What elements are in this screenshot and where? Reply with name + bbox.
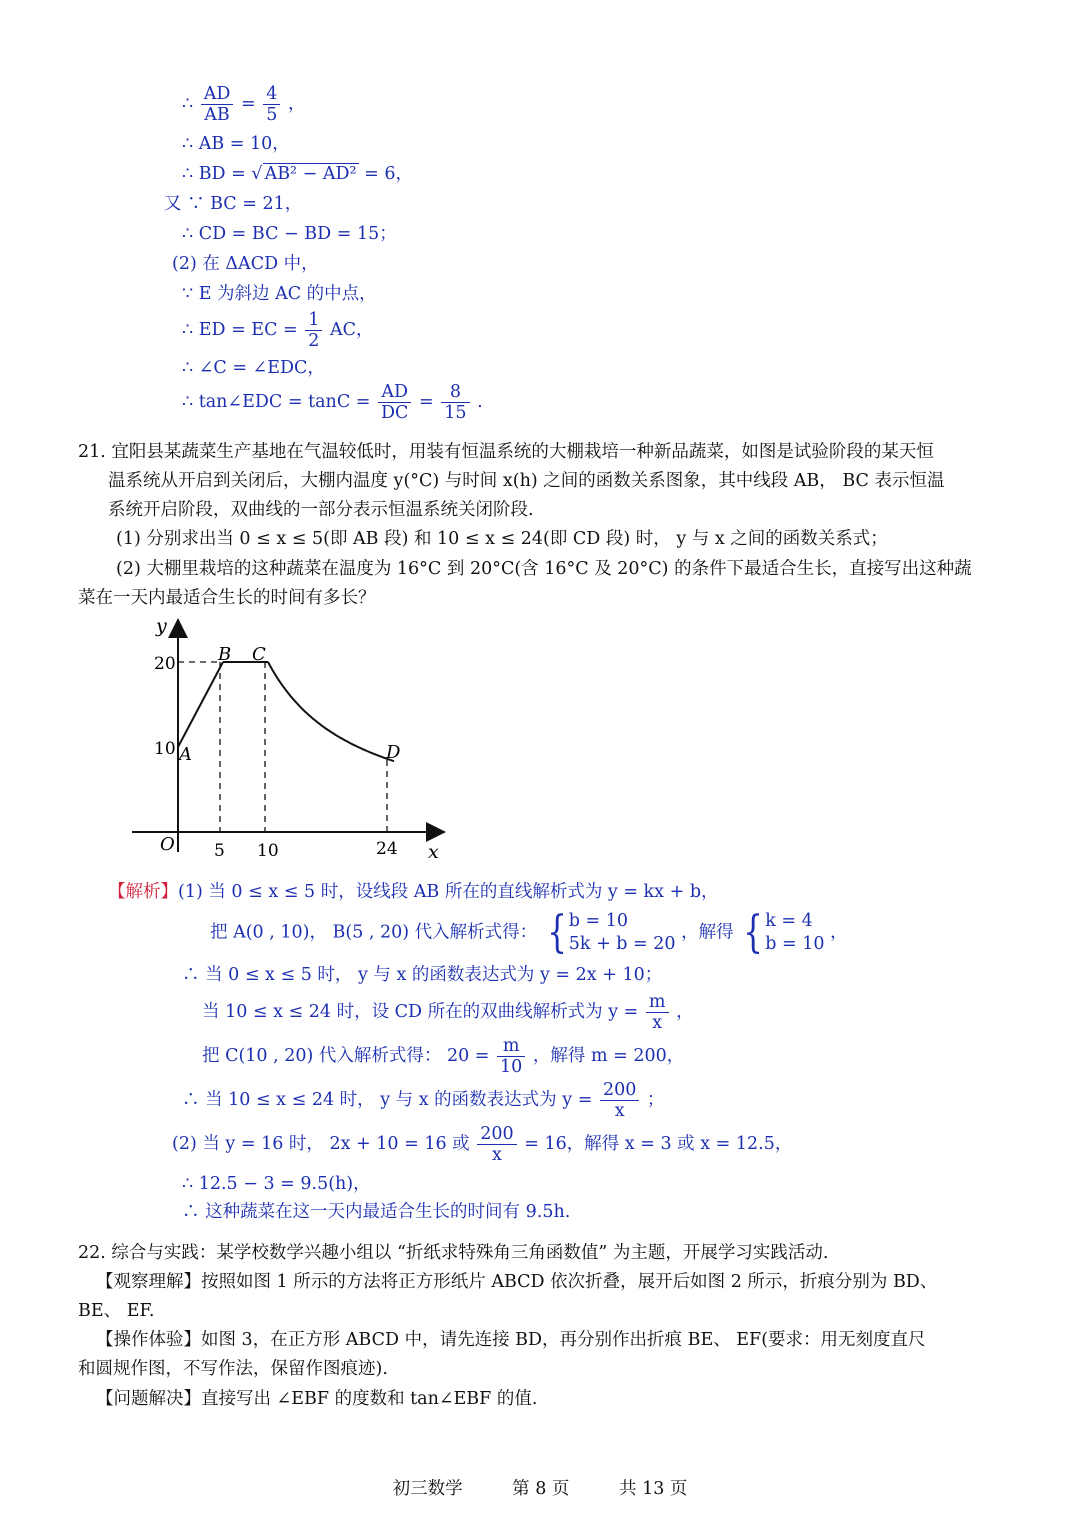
curve-cd bbox=[268, 662, 394, 761]
q22-line6: 【问题解决】直接写出 ∠EBF 的度数和 tan∠EBF 的值. bbox=[96, 1389, 538, 1409]
q21-stem-line1: 21. 宜阳县某蔬菜生产基地在气温较低时，用装有恒温系统的大棚栽培一种新品蔬菜，如图是试验阶段的某天恒 bbox=[78, 442, 934, 462]
sol21-line2: 把 A(0 , 10)， B(5 , 20) 代入解析式得： { b = 10 5k + b = 20 ，解得 { k = 4 b = 10 ， bbox=[210, 907, 848, 958]
point-d-label: D bbox=[386, 742, 401, 763]
footer-total: 共 13 页 bbox=[619, 1479, 688, 1499]
xtick-24: 24 bbox=[376, 839, 398, 859]
sol21-line6: ∴ 当 10 ≤ x ≤ 24 时， y 与 x 的函数表达式为 y = $\frac{200}{x}$ ； bbox=[182, 1080, 665, 1121]
sol20-line7: ∵ E 为斜边 AC 的中点， bbox=[182, 284, 377, 304]
origin-label: O bbox=[160, 834, 175, 855]
q21-stem-line2: 温系统从开启到关闭后，大棚内温度 y(°C) 与时间 x(h) 之间的函数关系图象，其中线段 AB， BC 表示恒温 bbox=[108, 471, 945, 491]
q22-line5: 和圆规作图，不写作法，保留作图痕迹). bbox=[78, 1359, 388, 1379]
q22-line4: 【操作体验】如图 3，在正方形 ABCD 中，请先连接 BD，再分别作出折痕 BE、 EF(要求：用无刻度直尺 bbox=[96, 1330, 926, 1350]
temperature-graph bbox=[130, 612, 470, 862]
q21-part1: (1) 分别求出当 0 ≤ x ≤ 5(即 AB 段) 和 10 ≤ x ≤ 24(即 CD 段) 时， y 与 x 之间的函数关系式； bbox=[116, 529, 888, 549]
sol21-line7: (2) 当 y = 16 时， 2x + 10 = 16 或 $\frac{200}{x}$ = 16，解得 x = 3 或 x = 12.5， bbox=[172, 1124, 793, 1165]
sol21-line4: 当 10 ≤ x ≤ 24 时，设 CD 所在的双曲线解析式为 y = $\frac{m}{x}$ ， bbox=[202, 992, 694, 1033]
ytick-10: 10 bbox=[154, 739, 176, 759]
q22-line3: BE、 EF. bbox=[78, 1301, 155, 1321]
sol20-line3: ∴ BD = √ AB² − AD² = 6， bbox=[182, 164, 414, 184]
page-footer bbox=[0, 1475, 1080, 1500]
q22-line1: 22. 综合与实践：某学校数学兴趣小组以 “折纸求特殊角三角函数值” 为主题，开展学习实践活动. bbox=[78, 1243, 829, 1263]
xtick-5: 5 bbox=[214, 841, 225, 861]
x-axis-label: x bbox=[428, 841, 439, 862]
footer-page: 第 8 页 bbox=[512, 1479, 570, 1499]
sol20-line1: ∴ $\frac{AD}{AB}$ = $\frac{4}{5}$ ， bbox=[182, 84, 306, 125]
q21-stem-line3: 系统开启阶段，双曲线的一部分表示恒温系统关闭阶段. bbox=[108, 500, 534, 520]
segment-ab bbox=[178, 662, 223, 747]
sol21-line8: ∴ 12.5 − 3 = 9.5(h)， bbox=[182, 1174, 371, 1194]
sol21-line5: 把 C(10 , 20) 代入解析式得： 20 = $\frac{m}{10}$ ，解得 m = 200， bbox=[202, 1036, 685, 1077]
sol20-line9: ∴ ∠C = ∠EDC， bbox=[182, 358, 325, 378]
sol21-line3: ∴ 当 0 ≤ x ≤ 5 时， y 与 x 的函数表达式为 y = 2x + 10； bbox=[182, 965, 663, 985]
q21-part2-line1: (2) 大棚里栽培的这种蔬菜在温度为 16°C 到 20°C(含 16°C 及 20°C) 的条件下最适合生长，直接写出这种蔬 bbox=[116, 559, 972, 579]
point-a-label: A bbox=[179, 744, 192, 765]
sol20-line10: ∴ tan∠EDC = tanC = $\frac{AD}{DC}$ = $\frac{8}{15}$ . bbox=[182, 382, 483, 423]
y-axis-label: y bbox=[156, 615, 167, 637]
point-c-label: C bbox=[252, 644, 266, 665]
sol20-line5: ∴ CD = BC − BD = 15； bbox=[182, 224, 397, 244]
footer-subject: 初三数学 bbox=[392, 1479, 463, 1499]
sol20-line6: (2) 在 ΔACD 中， bbox=[172, 254, 319, 274]
sol20-line4: 又 ∵ BC = 21， bbox=[164, 194, 303, 214]
sol20-line2: ∴ AB = 10， bbox=[182, 134, 290, 154]
q21-part2-line2: 菜在一天内最适合生长的时间有多长？ bbox=[78, 588, 376, 608]
point-b-label: B bbox=[218, 644, 232, 665]
analysis-tag: 【解析】 bbox=[108, 882, 178, 902]
q22-line2: 【观察理解】按照如图 1 所示的方法将正方形纸片 ABCD 依次折叠，展开后如图 2 所示，折痕分别为 BD、 bbox=[96, 1272, 938, 1292]
ytick-20: 20 bbox=[154, 654, 176, 674]
sol21-line9: ∴ 这种蔬菜在这一天内最适合生长的时间有 9.5h. bbox=[182, 1202, 571, 1222]
sol21-line1: 【解析】(1) 当 0 ≤ x ≤ 5 时，设线段 AB 所在的直线解析式为 y = kx + b， bbox=[108, 882, 719, 902]
xtick-10: 10 bbox=[257, 841, 279, 861]
sol20-line8: ∴ ED = EC = $\frac{1}{2}$ AC， bbox=[182, 310, 374, 351]
